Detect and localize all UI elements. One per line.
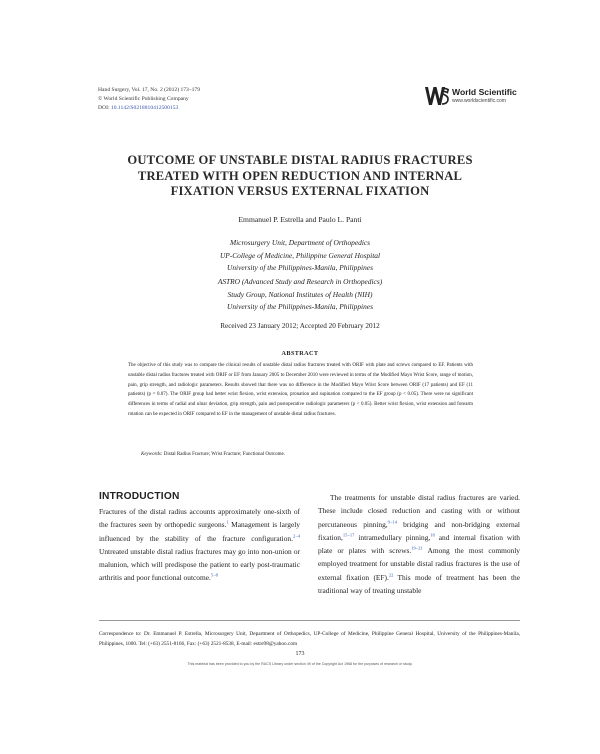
keywords-label: Keywords: (141, 452, 163, 457)
citation-ref[interactable]: 1 (226, 519, 229, 525)
citation-ref[interactable]: 5−8 (210, 573, 218, 579)
text-run: Among the most commonly employed treatment for unstable distal radius fractures is the use of external fixation (EF). (318, 546, 520, 582)
affiliation-line: University of the Philippines-Manila, Philippines (227, 302, 373, 312)
page-number: 173 (295, 651, 305, 657)
abstract-text: The objective of this study was to compare the clinical results of unstable distal radius fractures treated with ORIF with plate and screws compared to EF. Patients with unstable distal radius fractures treated with ORIF or EF from January 2005 to December 2010 were reviewed in terms of the Modified Mayo Wrist Score, range of motion, pain, grip strength, and radiologic parameters. Results showed that there was no difference in the Modified Mayo Wrist Score between ORIF (17 patients) and EF (11 patients) (p = 0.07). The ORIF group had better wrist flexion, wrist extension, pronation and supination compared to the EF group (p < 0.05). There were no significant differences in terms of radial and ulnar deviation, grip strength, pain and postoperative radiologic parameters (p < 0.05). Better wrist flexion, wrist extension and forearm rotation can be expected in ORIF compared to EF in the management of unstable distal radius fractures. (128, 363, 473, 417)
abstract-heading: ABSTRACT (281, 350, 319, 357)
publisher-name: World Scientific (452, 87, 517, 97)
title-line-2: TREATED WITH OPEN REDUCTION AND INTERNAL (137, 168, 463, 183)
text-run: The treatments for unstable distal radius fractures are varied. These include closed reduction and casting with or without percutaneous pinning, (318, 493, 520, 529)
title-line-3: FIXATION VERSUS EXTERNAL FIXATION (170, 184, 430, 199)
citation-ref[interactable]: 2−4 (292, 533, 300, 539)
title-line-1: OUTCOME OF UNSTABLE DISTAL RADIUS FRACTURES (127, 153, 473, 167)
correspondence-footnote: Correspondence to: Dr. Emmanuel P. Estrella, Microsurgery Unit, Department of Orthopedics, UP-College of Medicine, Philippine General Hospital, University of the Philippines-Manila, Philippines, 1000. Tel: (+63) 2551-8166, Fax: (+63) 2521-8538, E-mail: estre98@yahoo.com (99, 631, 520, 648)
journal-citation: Hand Surgery, Vol. 17, No. 2 (2012) 173–179 (98, 87, 201, 93)
journal-copyright: © World Scientific Publishing Company (98, 96, 189, 103)
affiliation-line: Study Group, National Institutes of Health (NIH) (227, 289, 373, 299)
affiliation-line: Microsurgery Unit, Department of Orthopedics (229, 238, 371, 247)
journal-info (98, 86, 200, 114)
citation-ref[interactable]: 18 (430, 532, 435, 538)
doi-label: DOI: (98, 105, 110, 112)
received-dates: Received 23 January 2012; Accepted 20 February 2012 (220, 322, 380, 330)
citation-ref[interactable]: 19−21 (411, 545, 423, 551)
publisher-logo (424, 84, 536, 110)
affiliation-line: University of the Philippines-Manila, Philippines (227, 263, 373, 273)
introduction-paragraph-right (318, 491, 520, 597)
affiliation-2 (80, 276, 520, 314)
citation-ref[interactable]: 15−17 (342, 532, 355, 538)
footnote-divider (99, 620, 520, 621)
journal-doi (98, 104, 200, 113)
text-run: This mode of treatment has been the traditional way of treating unstable (318, 572, 520, 596)
authors: Emmanuel P. Estrella and Paulo L. Panti (238, 215, 362, 224)
keywords (141, 452, 285, 457)
citation-ref[interactable]: 9−14 (387, 519, 397, 525)
introduction-heading: INTRODUCTION (99, 491, 180, 502)
citation-ref[interactable]: 22 (388, 572, 394, 578)
text-run: Fractures of the distal radius accounts approximately one-sixth of the fractures seen by orthopedic surgeons. (99, 507, 300, 530)
text-run: intramedullary pinning, (354, 532, 431, 542)
text-run: bridging and non-bridging external fixation, (318, 519, 520, 542)
text-run: Management is largely influenced by the stability of the fracture configuration. (99, 520, 300, 543)
doi-link[interactable]: 10.1142/S0218810412500153 (110, 105, 179, 112)
paper-title (80, 153, 520, 200)
text-run: Untreated unstable distal radius fractures may go into non-union or malunion, which will predispose the patient to early post-traumatic arthritis and poor functional outcome. (99, 546, 300, 583)
affiliation-1 (80, 237, 520, 275)
world-scientific-logo-icon (424, 84, 450, 108)
copyright-notice: This material has been provided to you by the RACS Library under section 49 of the Copyright Act 1968 for the purposes of research or study. (187, 662, 413, 666)
introduction-paragraph-left (99, 505, 300, 585)
affiliation-line: ASTRO (Advanced Study and Research in Orthopedics) (217, 277, 383, 286)
keywords-text: Distal Radius Fracture; Wrist Fracture; Functional Outcome. (163, 452, 285, 457)
affiliation-line: UP-College of Medicine, Philippine General Hospital (219, 250, 381, 260)
text-run: and internal fixation with plate or plates with screws. (318, 532, 520, 556)
publisher-url[interactable]: www.worldscientific.com (452, 98, 506, 104)
